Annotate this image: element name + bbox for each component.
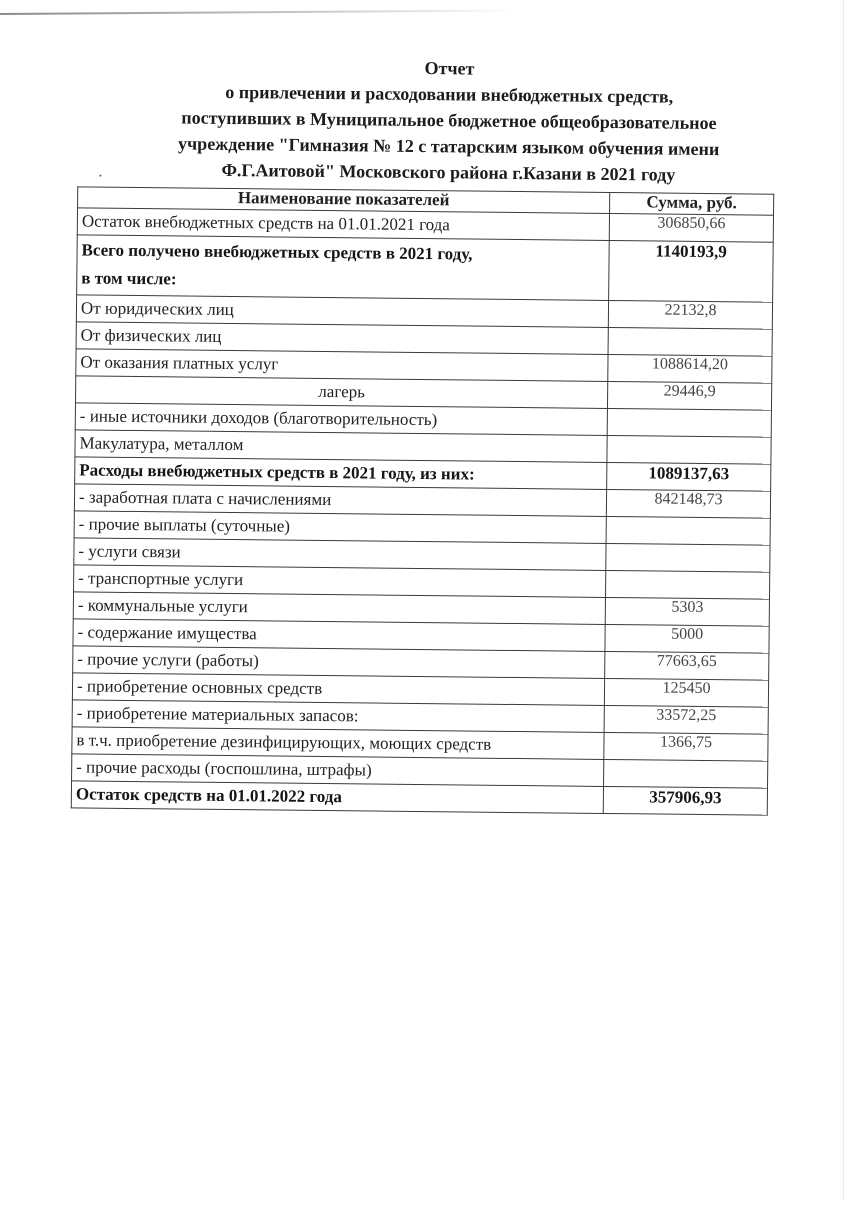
row-name: - транспортные услуги	[74, 565, 606, 598]
row-name: - иные источники доходов (благотворительность)	[75, 403, 607, 436]
row-name: Расходы внебюджетных средств в 2021 году, из них:	[75, 457, 607, 490]
row-sum: 125450	[604, 678, 768, 707]
row-name: От физических лиц	[76, 322, 608, 355]
row-sum	[606, 543, 770, 572]
row-name: - прочие услуги (работы)	[73, 646, 605, 679]
row-name: - прочие выплаты (суточные)	[74, 511, 606, 544]
row-sum: 842148,73	[606, 489, 770, 518]
row-name: - содержание имущества	[73, 619, 605, 652]
row-sum	[606, 570, 770, 599]
header-name: Наименование показателей	[78, 187, 610, 214]
row-name: - приобретение материальных запасов:	[72, 700, 604, 733]
row-sum	[608, 327, 772, 356]
title-line-5: Ф.Г.Аитовой" Московского района г.Казани в 2021 году	[221, 159, 676, 185]
table-row-total-received	[77, 235, 774, 302]
scan-speck	[99, 175, 101, 177]
report-title	[113, 52, 784, 189]
row-name: От оказания платных услуг	[76, 349, 608, 382]
row-sum: 1088614,20	[608, 354, 772, 383]
row-sum: 306850,66	[609, 213, 773, 242]
row-sum	[607, 408, 771, 437]
row-name: лагерь	[75, 376, 607, 409]
row-sum: 1089137,63	[607, 462, 771, 491]
row-sum: 5000	[605, 624, 769, 653]
row-name: От юридических лиц	[76, 295, 608, 328]
row-name	[77, 235, 610, 301]
row-name: Остаток внебюджетных средств на 01.01.2021 года	[77, 208, 609, 241]
row-sum: 22132,8	[608, 300, 772, 329]
row-name: - заработная плата с начислениями	[74, 484, 606, 517]
row-name-line-2: в том числе:	[81, 268, 177, 289]
row-sum: 33572,25	[604, 705, 768, 734]
row-sum: 1140193,9	[609, 240, 774, 302]
title-line-3: поступивших в Муниципальное бюджетное общеобразовательное	[181, 107, 717, 134]
row-name: - коммунальные услуги	[73, 592, 605, 625]
title-line-2: о привлечении и расходовании внебюджетных средств,	[225, 81, 674, 107]
row-sum: 29446,9	[608, 381, 772, 410]
row-name: - услуги связи	[74, 538, 606, 571]
row-name: Остаток средств на 01.01.2022 года	[71, 781, 603, 814]
row-sum: 357906,93	[603, 786, 767, 815]
row-name: - прочие расходы (госпошлина, штрафы)	[72, 754, 604, 787]
row-name: Макулатура, металлом	[75, 430, 607, 463]
row-sum	[606, 516, 770, 545]
row-name: в т.ч. приобретение дезинфицирующих, моющих средств	[72, 727, 604, 760]
row-sum	[604, 759, 768, 788]
header-sum: Сумма, руб.	[610, 192, 774, 215]
row-name: - приобретение основных средств	[72, 673, 604, 706]
report-table	[71, 186, 774, 815]
row-sum	[607, 435, 771, 464]
row-sum: 1366,75	[604, 732, 768, 761]
title-line-1: Отчет	[424, 58, 475, 79]
row-name-line-1: Всего получено внебюджетных средств в 2021 году,	[81, 240, 473, 264]
row-sum: 77663,65	[605, 651, 769, 680]
title-line-4: учреждение "Гимназия № 12 с татарским языком обучения имени	[177, 133, 720, 160]
row-sum: 5303	[605, 597, 769, 626]
